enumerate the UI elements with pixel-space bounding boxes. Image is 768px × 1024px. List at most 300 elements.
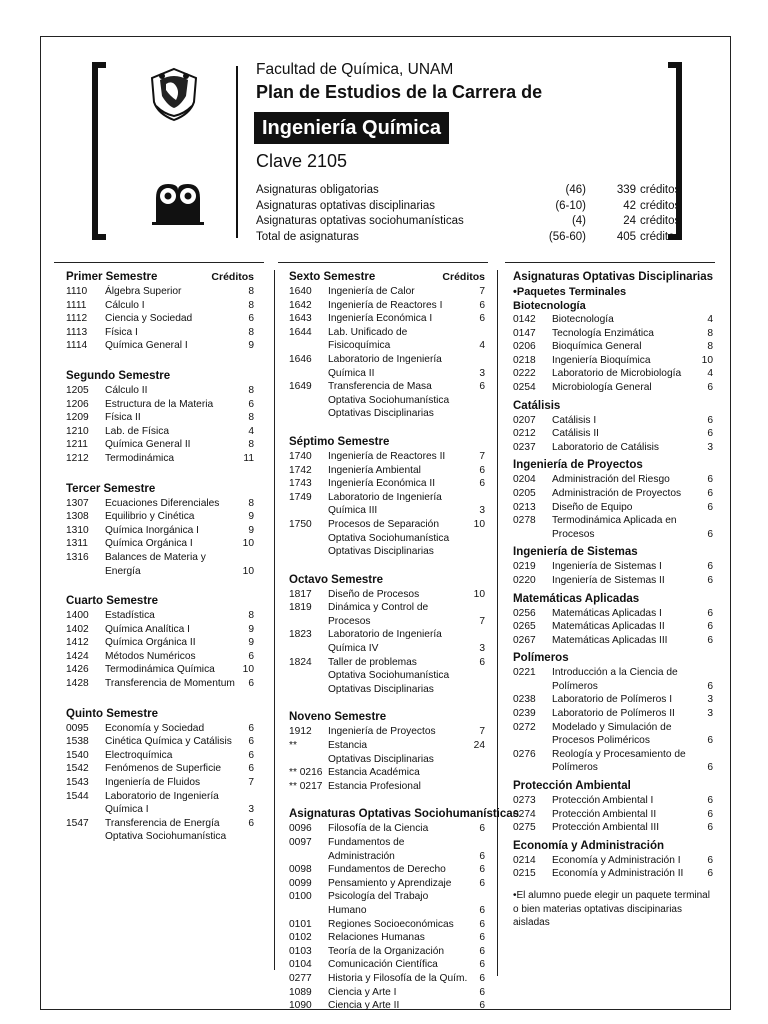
course-code: 1307: [66, 497, 89, 509]
summary-credits: 42: [623, 200, 636, 212]
course-credits: 10: [242, 538, 254, 550]
course-credits: 7: [479, 450, 485, 462]
summary-unit: créditos: [640, 231, 681, 243]
course-code: 1211: [66, 439, 88, 451]
course-code: 1308: [66, 511, 89, 523]
career-title: Ingeniería Química: [254, 112, 449, 144]
course-credits: 6: [479, 932, 485, 944]
course-credits: 6: [248, 736, 254, 748]
course-code: 0276: [513, 748, 536, 760]
course-credits: 6: [248, 763, 254, 775]
course-credits: 6: [707, 381, 713, 393]
course-row: [289, 931, 485, 945]
course-credits: 8: [248, 299, 254, 311]
course-name: Ingeniería de Reactores I: [328, 299, 443, 311]
course-code: 1316: [66, 551, 89, 563]
course-credits: 6: [248, 817, 254, 829]
course-row: [513, 808, 713, 822]
course-code: 0218: [513, 354, 536, 366]
course-credits: 8: [707, 327, 713, 339]
section-title-text: Catálisis: [513, 399, 561, 412]
course-name: Química General I: [105, 340, 188, 352]
course-name: Ciencia y Arte II: [328, 1000, 400, 1012]
course-credits: 6: [479, 850, 485, 862]
course-credits: 8: [248, 286, 254, 297]
course-row: [513, 501, 713, 515]
section: [66, 594, 254, 691]
course-row: [513, 340, 713, 354]
summary-row: [256, 182, 696, 198]
course-credits: 8: [248, 439, 254, 451]
section-title: [513, 651, 713, 666]
course-name: Microbiología General: [552, 381, 652, 393]
course-name: Pensamiento y Aprendizaje: [328, 877, 452, 889]
course-name: Matemáticas Aplicadas III: [552, 634, 668, 646]
course-credits: 6: [479, 918, 485, 930]
summary-label: Asignaturas optativas sociohumanísticas: [256, 215, 464, 227]
course-name: Métodos Numéricos: [105, 650, 196, 662]
course-name: Optativas Disciplinarias: [328, 408, 434, 420]
course-row: [289, 958, 485, 972]
section-title-text: Sexto Semestre: [289, 271, 376, 283]
course-code: 1749: [289, 491, 312, 503]
course-row: [513, 821, 713, 835]
course-name: Modelado y Simulación de Procesos Poliméricos: [552, 721, 672, 747]
course-credits: 3: [479, 505, 485, 517]
course-name: Transferencia de Momentum: [105, 678, 235, 690]
course-credits: 3: [707, 708, 713, 720]
course-name: Biotecnología: [552, 314, 614, 325]
section: [289, 435, 485, 559]
course-code: 0102: [289, 932, 312, 944]
section-title-text: Protección Ambiental: [513, 780, 631, 793]
course-code: 0212: [513, 428, 536, 440]
course-code: 1540: [66, 749, 89, 761]
course-name: Cinética Química y Catálisis: [105, 736, 232, 748]
course-name: Ecuaciones Diferenciales: [105, 497, 220, 509]
course-code: 0205: [513, 487, 536, 499]
course-name: Laboratorio de Ingeniería Química II: [328, 353, 442, 379]
course-credits: 6: [707, 621, 713, 633]
course-name: Filosofía de la Ciencia: [328, 823, 429, 835]
course-row: [513, 748, 713, 775]
course-code: 0238: [513, 694, 536, 706]
course-code: 1424: [66, 650, 89, 662]
section-title: [513, 545, 713, 560]
course-name: Química Orgánica II: [105, 637, 196, 649]
section-title: [289, 573, 485, 588]
course-credits: 6: [707, 735, 713, 747]
course-row: [289, 532, 485, 546]
course-code: 1649: [289, 381, 312, 393]
section: [513, 592, 713, 648]
course-code: 1538: [66, 736, 89, 748]
course-code: 0222: [513, 368, 536, 380]
course-credits: 3: [479, 643, 485, 655]
section-subtitle: Biotecnología: [513, 300, 586, 312]
course-credits: 6: [707, 607, 713, 619]
course-credits: 6: [479, 864, 485, 876]
course-credits: 10: [701, 354, 713, 366]
course-code: 1113: [66, 326, 88, 338]
course-code: 1547: [66, 817, 89, 829]
course-code: 0275: [513, 822, 536, 834]
course-row: [66, 537, 254, 551]
course-credits: 6: [248, 678, 254, 690]
course-code: ** 0217: [289, 780, 323, 792]
course-row: [289, 683, 485, 697]
course-credits: 6: [479, 1000, 485, 1012]
course-credits: 6: [707, 474, 713, 486]
course-credits: 6: [707, 528, 713, 540]
course-name: Protección Ambiental I: [552, 795, 654, 807]
course-row: [289, 669, 485, 683]
course-name: Optativas Disciplinarias: [328, 683, 434, 695]
course-name: Bioquímica General: [552, 341, 642, 353]
course-name: Estancia: [328, 740, 368, 752]
course-row: [289, 836, 485, 863]
course-code: 0278: [513, 515, 536, 527]
section-title: [66, 594, 254, 609]
summary-unit: créditos: [640, 184, 681, 196]
course-row: [513, 634, 713, 648]
section-title-text: Asignaturas Optativas Disciplinarias: [513, 271, 714, 283]
course-name: Ingeniería Ambiental: [328, 464, 421, 476]
section-title: [513, 458, 713, 473]
course-name: Optativa Sociohumanística: [328, 394, 450, 406]
course-credits: 6: [479, 478, 485, 490]
section-title: [289, 270, 485, 285]
course-name: Transferencia de Masa: [328, 381, 432, 393]
course-code: 0237: [513, 441, 536, 453]
section-title-text: Cuarto Semestre: [66, 595, 159, 608]
course-row: [289, 394, 485, 408]
course-name: Relaciones Humanas: [328, 932, 425, 944]
course-name: Balances de Materia y Energía: [105, 551, 206, 577]
course-code: 1402: [66, 623, 89, 635]
course-row: [513, 574, 713, 588]
course-row: [66, 452, 254, 466]
section: [513, 779, 713, 835]
course-row: [289, 353, 485, 380]
rule-col3: [505, 262, 715, 263]
course-row: [513, 666, 713, 693]
course-row: [289, 450, 485, 464]
course-code: 1114: [66, 340, 88, 352]
section-title-text: Quinto Semestre: [66, 707, 159, 720]
course-row: [513, 854, 713, 868]
course-row: [66, 735, 254, 749]
course-code: 1646: [289, 353, 312, 365]
course-code: 0272: [513, 721, 536, 733]
course-credits: 6: [479, 986, 485, 998]
summary-count: (4): [571, 215, 586, 227]
course-code: 1428: [66, 678, 89, 690]
column-separator-1: [274, 270, 275, 970]
section-title: [289, 435, 485, 450]
course-code: **: [289, 740, 297, 752]
course-row: [513, 721, 713, 748]
course-name: Matemáticas Aplicadas II: [552, 621, 665, 633]
course-row: [513, 414, 713, 428]
course-row: [513, 427, 713, 441]
section-title: [513, 779, 713, 794]
clave: Clave 2105: [256, 151, 348, 171]
course-row: [513, 473, 713, 487]
course-credits: 6: [479, 877, 485, 889]
course-credits: 6: [479, 904, 485, 916]
course-row: [289, 972, 485, 986]
course-row: [66, 790, 254, 817]
course-name: Optativas Disciplinarias: [328, 753, 434, 765]
course-row: [66, 339, 254, 353]
course-credits: 6: [479, 823, 485, 835]
course-code: 1819: [289, 602, 312, 614]
course-row: [289, 588, 485, 602]
course-code: 1311: [66, 538, 88, 550]
course-name: Química General II: [105, 439, 191, 451]
course-name: Transferencia de Energía: [105, 817, 220, 829]
course-row: [289, 822, 485, 836]
course-row: [66, 776, 254, 790]
course-credits: 6: [479, 464, 485, 476]
course-name: Catálisis II: [552, 428, 599, 440]
course-row: [66, 623, 254, 637]
course-credits: 9: [248, 637, 254, 649]
course-name: Fundamentos de Derecho: [328, 864, 446, 876]
summary-credits: 24: [623, 215, 636, 227]
course-name: Protección Ambiental III: [552, 822, 660, 834]
course-name: Regiones Socioeconómicas: [328, 918, 454, 930]
course-code: 1544: [66, 790, 89, 802]
course-code: 0220: [513, 574, 536, 586]
course-code: 0213: [513, 501, 536, 513]
course-row: [289, 407, 485, 421]
course-code: 0219: [513, 561, 536, 573]
course-code: 1750: [289, 518, 312, 530]
course-credits: 6: [707, 868, 713, 880]
course-row: [289, 518, 485, 532]
course-code: 1743: [289, 478, 312, 490]
course-name: Ingeniería de Fluidos: [105, 777, 201, 789]
course-row: [513, 441, 713, 455]
course-credits: 6: [707, 795, 713, 807]
section: [513, 399, 713, 455]
course-code: 1823: [289, 629, 312, 641]
course-row: [289, 628, 485, 655]
summary-unit: créditos: [640, 215, 681, 227]
course-code: 0097: [289, 837, 312, 848]
section-title-text: Noveno Semestre: [289, 711, 387, 724]
course-code: 0215: [513, 868, 536, 880]
course-credits: 6: [707, 574, 713, 586]
course-credits: 3: [707, 441, 713, 453]
course-row: [513, 381, 713, 395]
course-credits: 3: [479, 367, 485, 379]
course-row: [66, 722, 254, 736]
course-name: Ingeniería Económica II: [328, 478, 436, 490]
course-row: [289, 725, 485, 739]
course-code: 1400: [66, 610, 89, 622]
course-name: Laboratorio de Catálisis: [552, 441, 660, 453]
summary-credits: 405: [616, 231, 636, 243]
course-credits: 6: [707, 854, 713, 866]
section-title-text: Economía y Administración: [513, 839, 665, 852]
course-code: 0221: [513, 667, 536, 679]
course-credits: 6: [707, 414, 713, 426]
course-row: [513, 693, 713, 707]
course-code: 1824: [289, 656, 312, 668]
owl-logo-icon: [150, 176, 206, 226]
course-row: [289, 945, 485, 959]
course-code: 1740: [289, 450, 312, 462]
course-name: Lab. de Física: [105, 425, 169, 437]
course-credits: 6: [479, 945, 485, 957]
course-code: 1111: [66, 299, 87, 311]
section: [289, 807, 520, 1012]
course-name: Termodinámica: [105, 452, 175, 464]
course-row: [66, 438, 254, 452]
course-name: Química Analítica I: [105, 623, 190, 635]
course-credits: 6: [707, 822, 713, 834]
course-row: [289, 780, 485, 794]
course-row: [513, 607, 713, 621]
course-code: 1110: [66, 286, 88, 297]
summary-label: Asignaturas obligatorias: [256, 184, 379, 196]
section-title: [66, 369, 254, 384]
course-name: Dinámica y Control de Procesos: [328, 602, 429, 627]
course-credits: 10: [242, 664, 254, 676]
course-credits: 10: [473, 518, 485, 530]
footnote: •El alumno puede elegir un paquete terminal o bien materias optativas discipinarias aisladas: [513, 890, 710, 928]
course-credits: 6: [248, 398, 254, 410]
section-title: [66, 270, 254, 285]
course-credits: 6: [479, 656, 485, 668]
course-row: [289, 986, 485, 1000]
course-name: Ingeniería Bioquímica: [552, 354, 651, 366]
course-row: [513, 327, 713, 341]
section: [289, 270, 485, 421]
summary-count: (46): [565, 184, 586, 196]
section-title-text: Matemáticas Aplicadas: [513, 592, 640, 605]
course-name: Equilibrio y Cinética: [105, 511, 195, 523]
course-credits: 6: [707, 762, 713, 774]
course-row: [66, 817, 254, 831]
course-code: 1112: [66, 313, 88, 325]
course-credits: 6: [479, 381, 485, 393]
course-name: Administración del Riesgo: [552, 474, 670, 486]
course-credits: 10: [473, 588, 485, 600]
course-code: ** 0216: [289, 767, 323, 779]
course-credits: 8: [248, 412, 254, 424]
course-row: [513, 367, 713, 381]
course-name: Lab. Unificado de Fisicoquímica: [328, 326, 408, 352]
course-code: 1640: [289, 286, 312, 297]
course-credits: 9: [248, 623, 254, 635]
course-name: Catálisis I: [552, 414, 597, 426]
course-row: [66, 398, 254, 412]
course-name: Ingeniería de Reactores II: [328, 450, 446, 462]
course-row: [289, 753, 485, 767]
summary-row: [256, 229, 696, 245]
section-title-text: Asignaturas Optativas Sociohumanísticas: [289, 808, 520, 821]
section-title: [66, 482, 254, 497]
course-code: 0267: [513, 634, 536, 646]
course-code: 0101: [289, 918, 312, 930]
course-row: [66, 425, 254, 439]
course-credits: 11: [243, 452, 254, 464]
section: [66, 270, 254, 353]
course-credits: 6: [707, 501, 713, 513]
course-name: Laboratorio de Polímeros I: [552, 694, 673, 706]
course-credits: 6: [248, 650, 254, 662]
course-code: 1644: [289, 326, 312, 338]
course-row: [513, 707, 713, 721]
plan-title: Plan de Estudios de la Carrera de: [256, 82, 543, 102]
course-row: [289, 863, 485, 877]
course-code: 0100: [289, 891, 312, 903]
section-title: [289, 807, 520, 822]
course-credits: 8: [248, 610, 254, 622]
summary-label: Asignaturas optativas disciplinarias: [256, 200, 435, 212]
course-credits: 7: [479, 726, 485, 738]
faculty-name: Facultad de Química, UNAM: [256, 61, 454, 78]
course-row: [513, 620, 713, 634]
course-code: 1412: [66, 637, 89, 649]
course-name: Ingeniería de Sistemas I: [552, 561, 662, 573]
course-name: Psicología del Trabajo Humano: [328, 891, 429, 916]
course-code: 0204: [513, 474, 536, 486]
course-credits: 6: [248, 722, 254, 734]
course-code: 0273: [513, 795, 536, 807]
course-credits: 7: [479, 615, 485, 627]
course-row: [66, 749, 254, 763]
course-credits: 4: [707, 368, 713, 380]
section-title-text: Séptimo Semestre: [289, 435, 390, 448]
course-row: [66, 497, 254, 511]
course-name: Laboratorio de Ingeniería Química I: [105, 790, 219, 816]
course-row: [66, 299, 254, 313]
summary-unit: créditos: [640, 200, 681, 212]
course-code: 0254: [513, 381, 536, 393]
section-title-text: Tercer Semestre: [66, 482, 156, 495]
course-name: Introducción a la Ciencia de Polímeros: [552, 667, 678, 692]
rule-col1: [54, 262, 264, 263]
course-row: [513, 313, 713, 327]
course-row: [289, 890, 485, 917]
course-name: Optativas Disciplinarias: [328, 546, 434, 558]
column-3: [513, 270, 713, 930]
course-name: Estancia Profesional: [328, 780, 421, 792]
rule-col2: [278, 262, 488, 263]
course-name: Física II: [105, 412, 141, 424]
course-credits: 7: [248, 777, 254, 789]
course-row: [66, 830, 254, 844]
course-code: 0265: [513, 621, 536, 633]
section: [66, 369, 254, 466]
course-code: 1209: [66, 412, 89, 424]
course-row: [289, 491, 485, 518]
course-row: [289, 999, 485, 1013]
course-code: 0207: [513, 414, 536, 426]
course-code: 1642: [289, 299, 312, 311]
summary-label: Total de asignaturas: [256, 231, 359, 243]
course-row: [66, 650, 254, 664]
course-code: 0214: [513, 854, 536, 866]
section-title-text: Segundo Semestre: [66, 369, 171, 382]
course-credits: 8: [707, 341, 713, 353]
summary-count: (6-10): [555, 200, 586, 212]
